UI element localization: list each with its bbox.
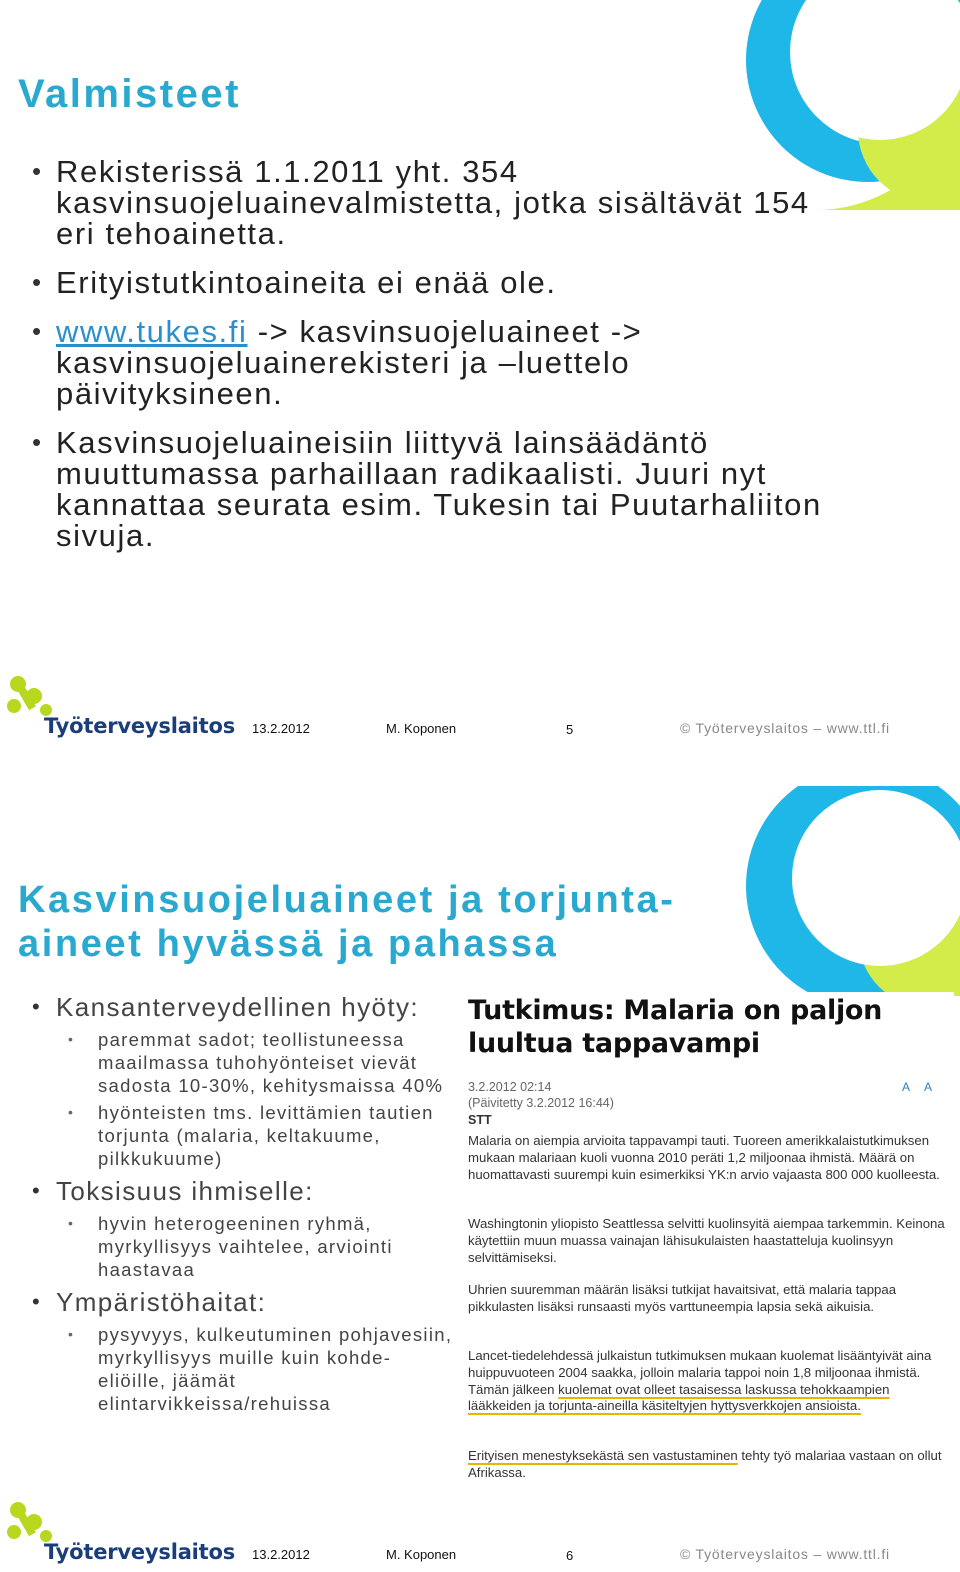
- article-paragraph: Uhrien suuremman määrän lisäksi tutkijat havaitsivat, että malaria tappaa pikkulasten lisäksi runsaasti myös varttuneempia lapsia sekä aikuisia.: [468, 1282, 897, 1314]
- ttl-logo: [4, 1500, 236, 1572]
- slide-footer: [0, 1500, 960, 1572]
- article-paragraph: [468, 1448, 946, 1482]
- decorative-circles-graphic: [700, 786, 960, 996]
- bullet-text: -> kasvinsuojeluaineet -> kasvinsuojeluainerekisteri ja –luettelo päivityksineen.: [56, 314, 643, 411]
- bullet-group-environment: [18, 1285, 458, 1415]
- tukes-link[interactable]: www.tukes.fi: [56, 314, 248, 349]
- logo-text: Työterveyslaitos: [44, 714, 236, 738]
- footer-copyright: © Työterveyslaitos – www.ttl.fi: [680, 720, 890, 736]
- page-number: 6: [566, 1548, 574, 1563]
- sub-list: [18, 1323, 458, 1415]
- bullet-list: [18, 990, 458, 1419]
- sub-list: [18, 1212, 458, 1281]
- sub-item: • paremmat sadot; teollistuneessa maailmassa tuhohyönteiset vievät sadosta 10-30%, kehitysmaissa 40%: [18, 1028, 458, 1097]
- article-headline: Tutkimus: Malaria on paljon luultua tappavampi: [468, 995, 883, 1059]
- bullet-list: [18, 156, 838, 569]
- paragraph-text: Lancet-tiedelehdessä julkaistun tutkimuksen mukaan kuolemat lisääntyivät aina huippuvuoteen 2004 saakka, jolloin malaria tappoi noin 1,8 miljoonaa ihmistä. Tämän jälkeen: [468, 1348, 932, 1397]
- font-size-controls[interactable]: A A: [901, 1080, 938, 1094]
- slide-footer: [0, 674, 960, 746]
- paragraph-text: tehty työ malariaa vastaan on ollut Afrikassa.: [468, 1448, 942, 1480]
- slide-title: Valmisteet: [18, 72, 241, 116]
- footer-date: 13.2.2012: [252, 721, 310, 736]
- article-source: STT: [468, 1113, 492, 1127]
- footer-author: M. Koponen: [386, 721, 457, 736]
- sub-list: [18, 1028, 458, 1170]
- news-article-screenshot: [462, 992, 954, 1478]
- sub-item: • pysyvyys, kulkeutuminen pohjavesiin, myrkyllisyys muille kuin kohde-eliöille, jäämät elintarvikkeissa/rehuissa: [18, 1323, 458, 1415]
- slide-title: Kasvinsuojeluaineet ja torjunta-aineet hyvässä ja pahassa: [18, 879, 676, 965]
- bullet-group-health-benefit: [18, 990, 458, 1170]
- sub-item: • hyönteisten tms. levittämien tautien torjunta (malaria, keltakuume, pilkkukuume): [18, 1101, 458, 1170]
- slide-6: [0, 786, 960, 1572]
- bullet-item: • Kasvinsuojeluaineisiin liittyvä lainsäädäntö muuttumassa parhaillaan radikaalisti. Juuri nyt kannattaa seurata esim. Tukesin tai Puutarhaliiton sivuja.: [18, 427, 838, 551]
- logo-text: Työterveyslaitos: [44, 1540, 236, 1564]
- footer-copyright: © Työterveyslaitos – www.ttl.fi: [680, 1546, 890, 1562]
- ttl-logo: [4, 674, 236, 746]
- footer-author: M. Koponen: [386, 1547, 457, 1562]
- bullet-item: • Rekisterissä 1.1.2011 yht. 354 kasvinsuojeluainevalmistetta, jotka sisältävät 154 eri tehoainetta.: [18, 156, 838, 249]
- bullet-item-link: [18, 316, 838, 409]
- article-paragraph: Washingtonin yliopisto Seattlessa selvitti kuolinsyitä aiempaa tarkemmin. Keinona käytettiin muun muassa vainajan lähisukulaisten haastatteluja kuolinsyyn selvittämiseksi.: [468, 1216, 945, 1265]
- footer-date: 13.2.2012: [252, 1547, 310, 1562]
- article-updated: (Päivitetty 3.2.2012 16:44): [468, 1096, 614, 1110]
- sub-item: • hyvin heterogeeninen ryhmä, myrkyllisyys vaihtelee, arviointi haastavaa: [18, 1212, 458, 1281]
- highlighted-text: Erityisen menestyksekästä sen vastustaminen: [468, 1448, 738, 1463]
- article-timestamp: 3.2.2012 02:14: [468, 1080, 552, 1094]
- group-label: Ympäristöhaitat:: [56, 1287, 267, 1317]
- article-paragraph: [468, 1348, 946, 1415]
- group-label: Toksisuus ihmiselle:: [56, 1176, 314, 1206]
- group-label: Kansanterveydellinen hyöty:: [56, 992, 420, 1022]
- article-paragraph: Malaria on aiempia arvioita tappavampi tauti. Tuoreen amerikkalaistutkimuksen mukaan malariaan kuoli vuonna 2010 peräti 1,2 miljoonaa ihmistä. Määrä on huomattavasti suurempi kuin esimerkiksi YK:n arvio vajaasta 800 000 kuolleesta.: [468, 1133, 940, 1182]
- page-number: 5: [566, 722, 574, 737]
- bullet-item: • Erityistutkintoaineita ei enää ole.: [18, 267, 838, 298]
- highlighted-text: kuolemat ovat olleet tasaisessa laskussa tehokkaampien lääkkeiden ja torjunta-aineilla käsiteltyjen hyttysverkkojen ansioista.: [468, 1381, 890, 1414]
- bullet-group-toxicity: [18, 1174, 458, 1281]
